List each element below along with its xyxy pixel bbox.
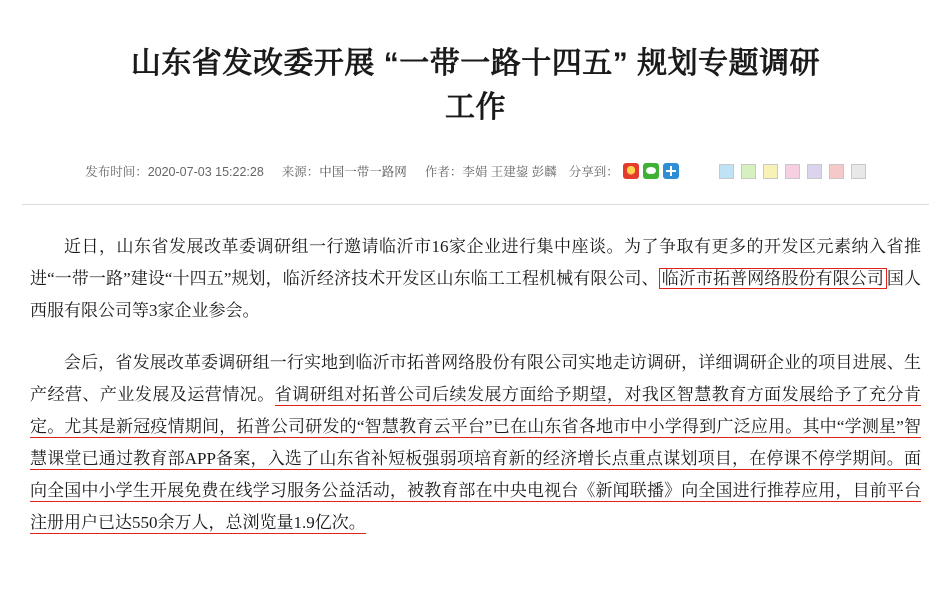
share-bar <box>569 162 679 180</box>
text-run-0: 会后，省发展改革委调研组一行实地到临沂市拓普网络股份有限公司实地走访调研，详细调研企业的项目进展、生产经营、产业发展及运营情况。 <box>30 353 921 404</box>
color-swatch-2[interactable] <box>763 164 778 179</box>
color-swatch-6[interactable] <box>851 164 866 179</box>
publish-time-label: 发布时间： <box>85 165 148 179</box>
highlight-box-1: 临沂市拓普网络股份有限公司 <box>659 268 887 289</box>
author-label: 作者： <box>424 165 463 179</box>
para-1 <box>30 231 921 327</box>
para-2 <box>30 347 921 539</box>
text-run-0: 近日，山东省发展改革委调研组一行邀请临沂市16家企业进行集中座谈。为了争取有更多的开发区元素纳入省推进“一带一路”建设“十四五”规划，临沂经济技术开发区山东临工工程机械有限公司、 <box>30 237 921 288</box>
color-swatch-4[interactable] <box>807 164 822 179</box>
article-author <box>425 162 557 180</box>
article-source <box>282 162 407 180</box>
more-share-icon[interactable] <box>663 163 679 179</box>
text-run-2: 国人西服有限公司等3家企业参会。 <box>30 269 922 320</box>
color-swatch-1[interactable] <box>741 164 756 179</box>
color-swatch-3[interactable] <box>785 164 800 179</box>
wechat-icon[interactable] <box>643 163 659 179</box>
sina-weibo-icon[interactable] <box>623 163 639 179</box>
color-swatch-5[interactable] <box>829 164 844 179</box>
publish-time <box>85 162 264 180</box>
article-meta-bar <box>0 162 951 180</box>
color-swatch-0[interactable] <box>719 164 734 179</box>
page-title: 山东省发改委开展 “一带一路十四五” 规划专题调研工作 <box>130 47 821 124</box>
share-label: 分享到： <box>568 165 619 179</box>
highlight-underline-1: 省调研组对拓普公司后续发展方面给予期望，对我区智慧教育方面发展给予了充分肯定。尤其是新冠疫情期间，拓普公司研发的“智慧教育云平台”已在山东省各地市中小学得到广泛应用。其中“学测星”智慧课堂已通过教育部APP备案，入选了山东省补短板强弱项培育新的经济增长点重点谋划项目，在停课不停学期间。面向全国中小学生开展免费在线学习服务公益活动，被教育部在中央电视台《新闻联播》向全国进行推荐应用，目前平台注册用户已达550余万人，总浏览量1.9亿次。 <box>30 385 922 532</box>
color-swatch-row <box>719 164 866 179</box>
publish-time-value: 2020-07-03 15:22:28 <box>147 165 264 179</box>
author-value: 李娟 王建鋆 彭麟 <box>462 165 557 179</box>
source-value[interactable]: 中国一带一路网 <box>319 165 407 179</box>
article-body <box>0 205 951 539</box>
source-label: 来源： <box>281 165 320 179</box>
